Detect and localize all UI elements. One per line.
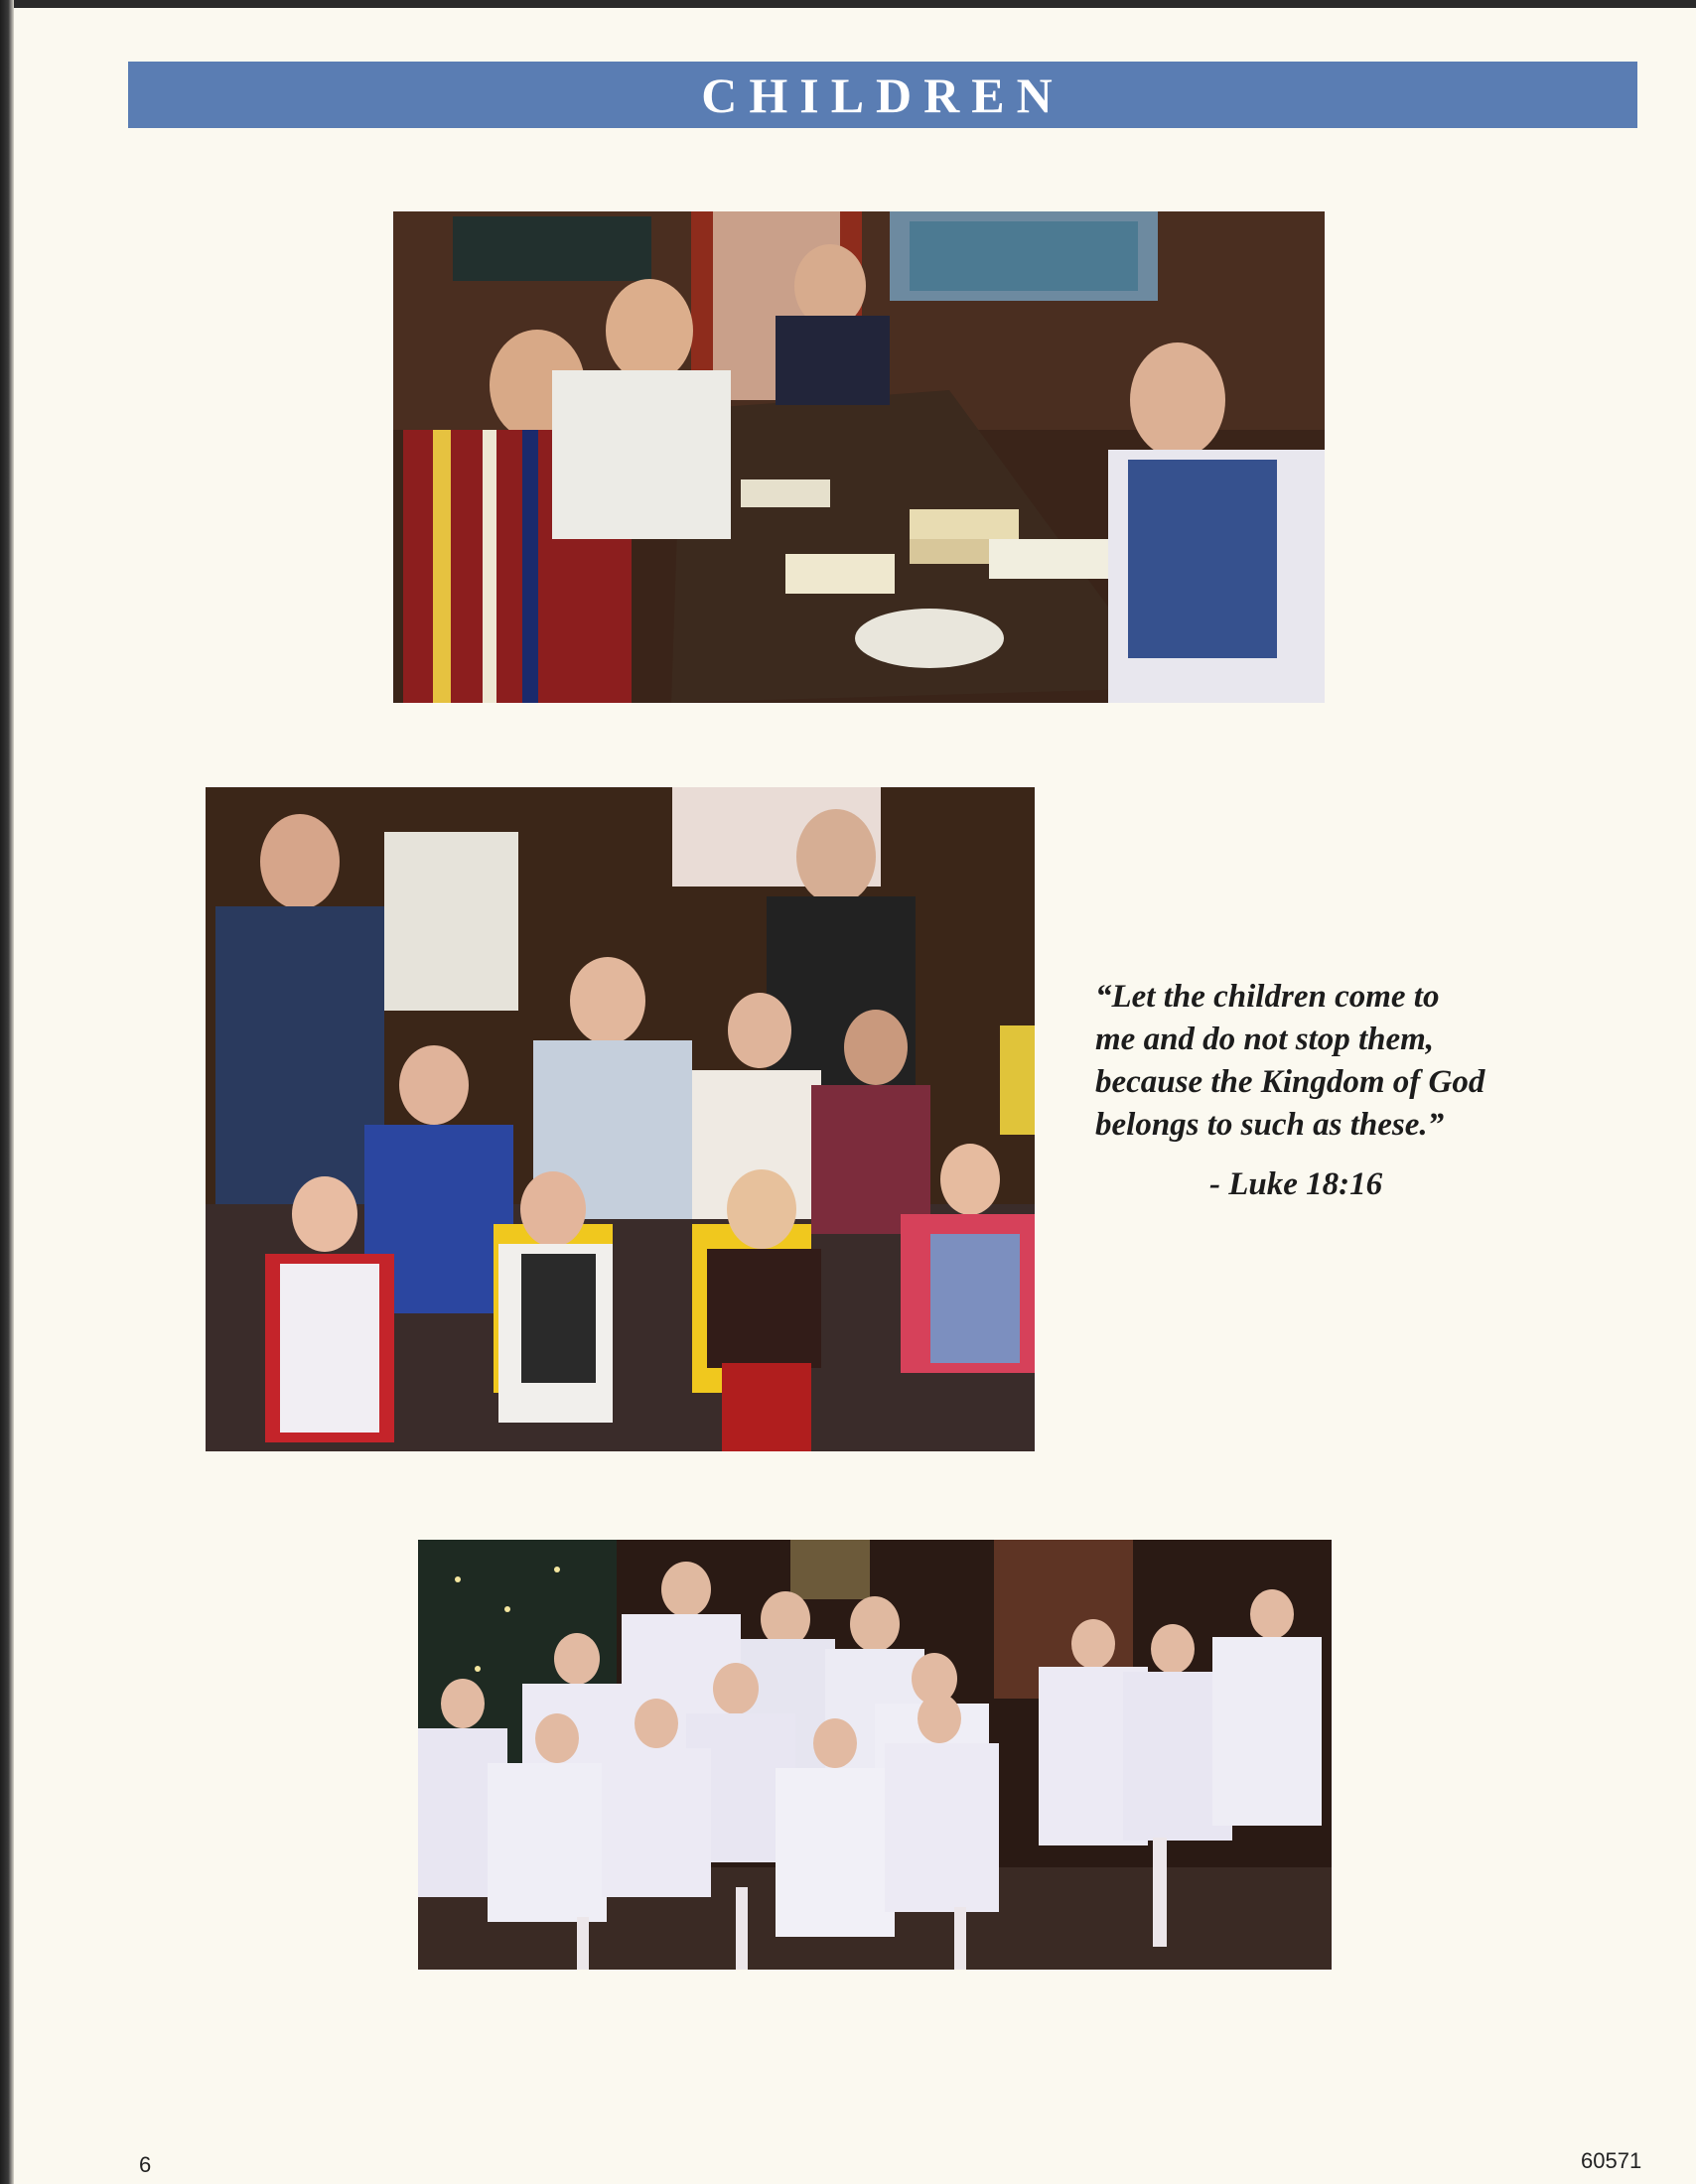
section-title: CHILDREN xyxy=(701,67,1064,123)
bible-quote xyxy=(1095,976,1651,1147)
photo-image xyxy=(393,211,1325,703)
quote-line: “Let the children come to xyxy=(1095,979,1440,1015)
photo-image xyxy=(206,787,1035,1451)
photo-teachers-with-children xyxy=(206,787,1035,1451)
book-spine-edge xyxy=(0,0,14,2184)
quote-line: belongs to such as these.” xyxy=(1095,1107,1445,1143)
quote-citation: - Luke 18:16 xyxy=(1209,1166,1383,1202)
photo-children-choir xyxy=(418,1540,1332,1970)
page-code: 60571 xyxy=(1581,2148,1642,2173)
photo-classroom-study-group xyxy=(393,211,1325,703)
photo-image xyxy=(418,1540,1332,1970)
quote-line: me and do not stop them, xyxy=(1095,1022,1435,1057)
page-number: 6 xyxy=(139,2152,152,2177)
section-header-band xyxy=(128,62,1637,128)
quote-line: because the Kingdom of God xyxy=(1095,1064,1485,1100)
